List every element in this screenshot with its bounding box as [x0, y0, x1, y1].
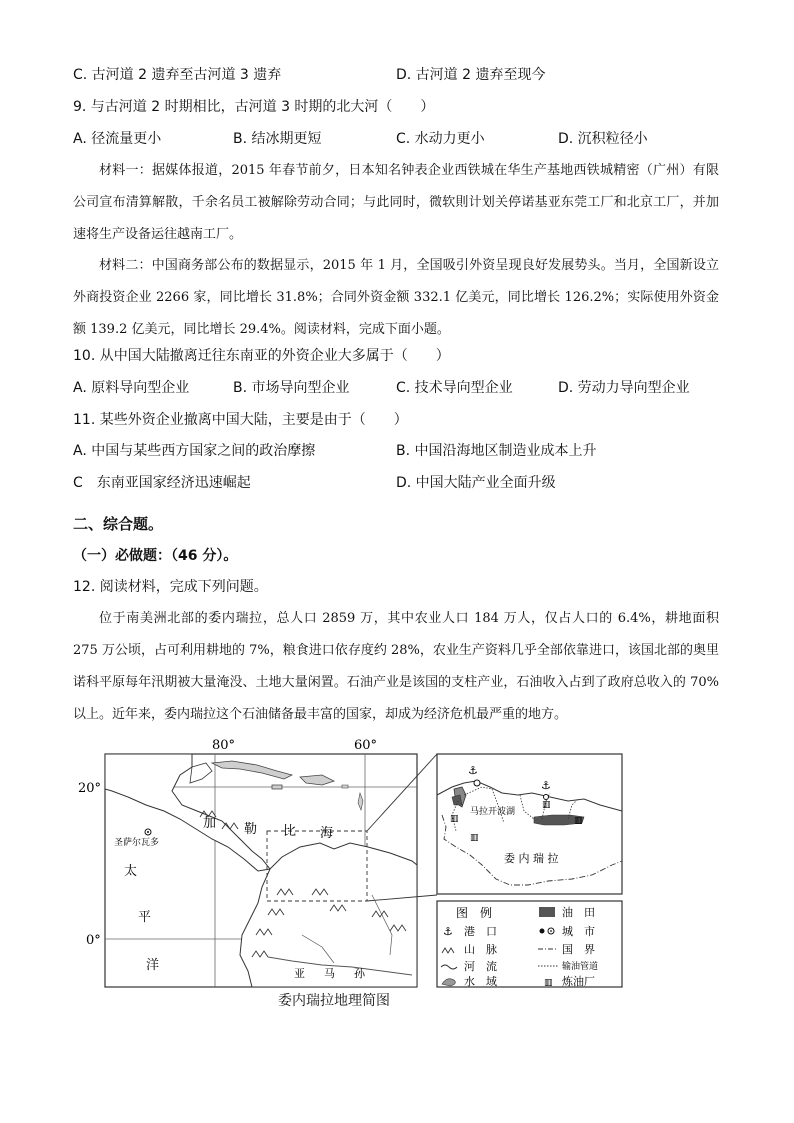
- label-maracaibo-lake: 马拉开波湖: [470, 807, 516, 817]
- label-lat-0: 0°: [86, 933, 101, 948]
- label-lon-60: 60°: [354, 738, 378, 753]
- q11-option-b: B. 中国沿海地区制造业成本上升: [396, 443, 597, 459]
- label-sea-3: 比: [283, 824, 297, 839]
- q12-stem: 12. 阅读材料，完成下列问题。: [73, 579, 268, 595]
- q9-option-b: B. 结冰期更短: [233, 131, 322, 147]
- legend-border-label: 国 界: [562, 943, 595, 956]
- q11-option-a: A. 中国与某些西方国家之间的政治摩擦: [73, 443, 316, 459]
- inset-city-2: [544, 795, 549, 800]
- label-sea-1: 加: [203, 816, 217, 831]
- legend-oilfield-label: 油 田: [562, 906, 595, 919]
- label-ocean-2: 平: [138, 910, 152, 925]
- legend-refinery-icon: ▥: [544, 978, 553, 988]
- q10-stem: 10. 从中国大陆撤离迁往东南亚的外资企业大多属于（ ）: [73, 348, 450, 364]
- q9-option-c: C. 水动力更小: [396, 131, 485, 147]
- material-one: 材料一：据媒体报道，2015 年春节前夕，日本知名钟表企业西铁城在华生产基地西铁城精密（广州）有限公司宣布清算解散，千余名员工被解除劳动合同；与此同时，微软則计划关停诺基亚东莞工厂和北京工厂，并加速将生产设备运往越南工厂。: [73, 163, 719, 242]
- puerto-rico-island: [342, 785, 348, 788]
- section-two-subheading: （一）必做题：（46 分）。: [73, 548, 238, 564]
- q8-option-d: D. 古河道 2 遗弃至现今: [396, 67, 546, 83]
- refinery-icon-3: ▥: [542, 800, 551, 810]
- legend-port-label: 港 口: [464, 925, 497, 938]
- label-river-2: 马: [324, 967, 335, 980]
- legend-refinery-label: 炼油厂: [562, 975, 595, 988]
- q12-material: 位于南美洲北部的委内瑞拉，总人口 2859 万，其中农业人口 184 万人，仅占人口的 6.4%，耕地面积 275 万公顷，占可利用耕地的 7%，粮食进口依存度约 28%，农业生产资料几乎全部依靠进口，该国北部的奥里诺科平原每年汛期被大量淹没、土地大量闲置。石油产业是该国的支柱产业，石油收入占到了政府总收入的 70%以上。近年来，委内瑞拉这个石油储备最丰富的国家，却成为经济危机最严重的地方。: [73, 611, 719, 722]
- label-lat-20: 20°: [78, 781, 102, 796]
- q11-option-d: D. 中国大陆产业全面升级: [396, 475, 556, 491]
- q10-option-b: B. 市场导向型企业: [233, 380, 350, 396]
- label-sea-4: 海: [320, 826, 334, 841]
- q11-stem: 11. 某些外资企业撤离中国大陆，主要是由于（ ）: [73, 412, 408, 428]
- legend-mountain-label: 山 脉: [464, 943, 497, 956]
- label-river-1: 亚: [294, 967, 305, 980]
- legend-port-icon: ⚓: [443, 925, 453, 938]
- jamaica-island: [272, 785, 282, 789]
- label-sea-2: 勒: [244, 822, 258, 837]
- label-lon-80: 80°: [212, 738, 236, 753]
- legend-title: 图 例: [456, 906, 493, 920]
- refinery-icon-2: ▥: [470, 833, 479, 843]
- port-icon-west: ⚓: [468, 764, 478, 777]
- legend-water-label: 水 域: [464, 975, 497, 988]
- venezuela-map: [72, 735, 632, 990]
- q9-stem: 9. 与古河道 2 时期相比，古河道 3 时期的北大河（ ）: [73, 99, 435, 115]
- legend-oilfield-swatch: [539, 907, 555, 917]
- legend-river-label: 河 流: [464, 960, 497, 973]
- inset-city-1: [474, 780, 480, 786]
- refinery-icon-4: ▥: [574, 816, 583, 826]
- label-river-3: 孙: [354, 967, 365, 980]
- legend-pipeline-label: 输油管道: [562, 962, 599, 972]
- q9-option-a: A. 径流量更小: [73, 131, 162, 147]
- q10-option-c: C. 技术导向型企业: [396, 380, 513, 396]
- label-ocean-1: 太: [124, 864, 138, 879]
- legend-city-label: 城 市: [562, 925, 595, 938]
- map-caption: 委内瑞拉地理简图: [278, 993, 390, 1009]
- label-san-salvador: 圣萨尔瓦多: [114, 838, 160, 848]
- q10-option-a: A. 原料导向型企业: [73, 380, 190, 396]
- material-two: 材料二：中国商务部公布的数据显示，2015 年 1 月，全国吸引外资呈现良好发展势头。当月，全国新设立外商投资企业 2266 家，同比增长 31.8%；合同外资金额 332.1 亿美元，同比增长 126.2%；实际使用外资金额 139.2 亿美元，同比增长 29.4%。阅读材料，完成下面小题。: [73, 258, 719, 337]
- section-two-heading: 二、综合题。: [73, 515, 164, 533]
- inset-map-frame: [437, 754, 622, 894]
- q8-option-c: C. 古河道 2 遗弃至古河道 3 遗弃: [73, 67, 282, 83]
- port-icon-east: ⚓: [541, 779, 551, 792]
- q11-option-c: C 东南亚国家经济迅速崛起: [73, 475, 251, 491]
- label-venezuela: 委 内 瑞 拉: [504, 852, 559, 865]
- label-ocean-3: 洋: [146, 958, 160, 973]
- q9-option-d: D. 沉积粒径小: [558, 131, 648, 147]
- refinery-icon-1: ▥: [450, 814, 459, 824]
- q10-option-d: D. 劳动力导向型企业: [558, 380, 690, 396]
- oilfield-west: [452, 795, 462, 805]
- legend-city-dot: [540, 929, 545, 934]
